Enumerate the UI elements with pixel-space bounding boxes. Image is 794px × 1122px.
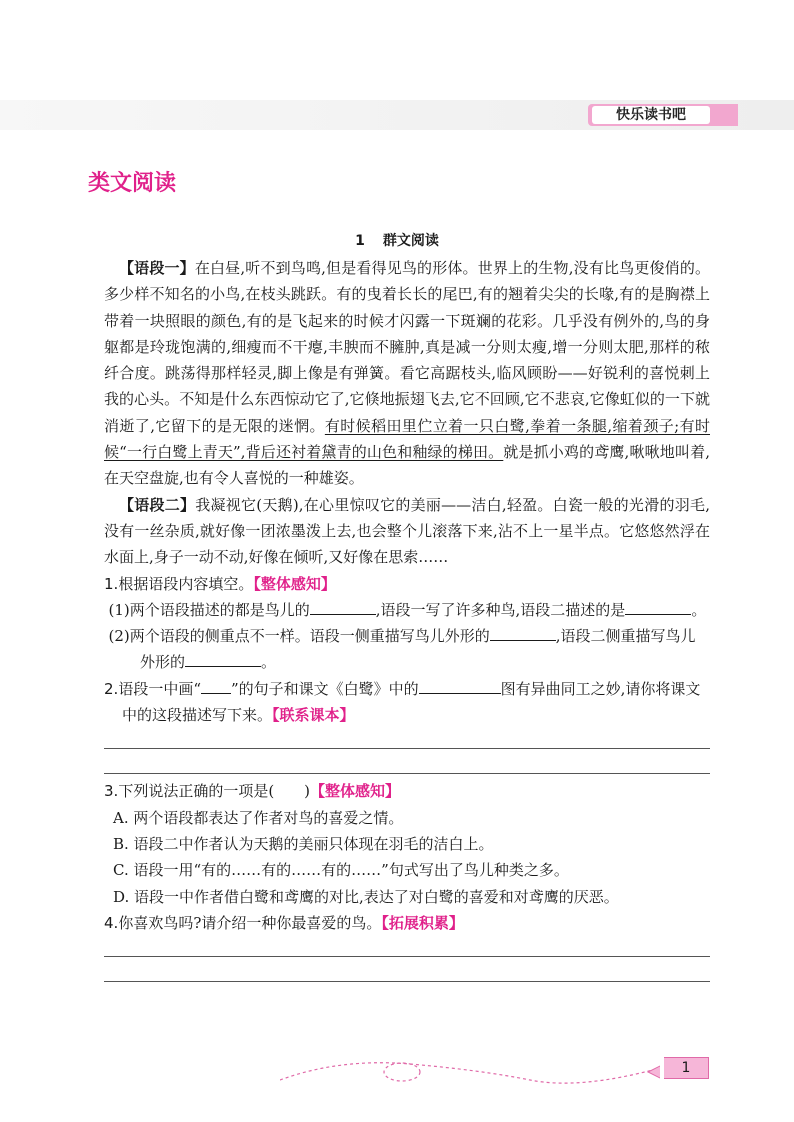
answer-line[interactable] — [104, 773, 710, 774]
paragraph-1-text-b: 就是抓小鸡的鸢鹰,啾啾地叫着,在天空盘旋,也有令人喜悦的一种雄姿。 — [104, 443, 711, 488]
answer-blank[interactable] — [185, 650, 261, 667]
question-1-text: 根据语段内容填空。 — [118, 574, 254, 593]
answer-blank[interactable] — [625, 598, 691, 615]
sub-1-label: (1) — [108, 600, 130, 619]
question-2-number: 2. — [104, 679, 119, 698]
answer-line[interactable] — [104, 956, 710, 957]
paragraph-1 — [104, 255, 710, 492]
page-number: 1 — [664, 1057, 709, 1079]
question-2-tag: 【联系课本】 — [272, 706, 355, 725]
paragraph-1-underlined: 有时候稻田里伫立着一只白鹭,拳着一条腿,缩着颈子;有时候“一行白鹭上青天”,背后还衬着黛青的山色和釉绿的梯田。 — [104, 416, 710, 462]
question-4-tag: 【拓展积累】 — [381, 913, 464, 932]
answer-blank[interactable] — [419, 677, 501, 694]
footer-decoration — [280, 1050, 660, 1090]
question-1-sub-2 — [104, 623, 710, 676]
paragraph-1-label: 【语段一】 — [119, 259, 195, 277]
question-4 — [104, 910, 710, 936]
question-1-number: 1. — [104, 574, 119, 593]
sub-1-text-b: ,语段一写了许多种鸟,语段二描述的是 — [375, 600, 626, 619]
option-c[interactable]: C. 语段一用“有的……有的……有的……”句式写出了鸟儿种类之多。 — [113, 861, 569, 880]
question-3-number: 3. — [104, 782, 119, 801]
question-3-tag: 【整体感知】 — [310, 782, 401, 801]
question-1-sub-1 — [104, 597, 710, 623]
sub-1-text-c: 。 — [691, 600, 707, 619]
paragraph-1-text-a: 在白昼,听不到鸟鸣,但是看得见鸟的形体。世界上的生物,没有比鸟更俊俏的。多少样不知名的小鸟,在枝头跳跃。有的曳着长长的尾巴,有的翘着尖尖的长喙,有的是胸襟上带着一块照眼的颜色,有的是飞起来的时候才闪露一下斑斓的花彩。几乎没有例外的,鸟的身躯都是玲珑饱满的,细瘦而不干瘪,丰腴而不臃肿,真是减一分则太瘦,增一分则太肥,那样的秾纤合度。跳荡得那样轻灵,脚上像是有弹簧。看它高踞枝头,临风顾盼——好锐利的喜悦刺上我的心头。不知是什么东西惊动它了,它倏地振翅飞去,它不回顾,它不悲哀,它像虹似的一下就消逝了,它留下的是无限的迷惘。 — [104, 259, 710, 435]
sub-2-text-b: ,语段二侧重描写鸟儿外形的 — [140, 627, 696, 672]
answer-line[interactable] — [104, 748, 710, 749]
header-tab-label: 快乐读书吧 — [592, 106, 710, 124]
sub-2-label: (2) — [108, 627, 130, 646]
answer-line[interactable] — [104, 981, 710, 982]
question-3-text: 下列说法正确的一项是( ) — [118, 782, 311, 801]
content — [104, 255, 710, 982]
option-b[interactable]: B. 语段二中作者认为天鹅的美丽只体现在羽毛的洁白上。 — [113, 834, 494, 853]
option-a[interactable]: A. 两个语段都表达了作者对鸟的喜爱之情。 — [113, 808, 404, 827]
sub-2-text-c: 。 — [261, 653, 277, 672]
question-3 — [104, 778, 710, 804]
question-1 — [104, 571, 710, 597]
option-d[interactable]: D. 语段一中作者借白鹭和鸢鹰的对比,表达了对白鹭的喜爱和对鸢鹰的厌恶。 — [113, 887, 619, 906]
section-title: 类文阅读 — [88, 171, 177, 196]
sub-2-text-a: 两个语段的侧重点不一样。语段一侧重描写鸟儿外形的 — [129, 627, 490, 646]
passage-title: 群文阅读 — [382, 233, 439, 249]
sub-1-text-a: 两个语段描述的都是鸟儿的 — [129, 600, 310, 619]
header-tab — [588, 104, 738, 126]
question-2-text-a: 语段一中画“ — [118, 679, 201, 698]
underline-marker — [201, 677, 231, 694]
paragraph-2-text: 我凝视它(天鹅),在心里惊叹它的美丽——洁白,轻盈。白瓷一般的光滑的羽毛,没有一丝杂质,就好像一团浓墨泼上去,也会整个儿滚落下来,沾不上一星半点。它悠悠然浮在水面上,身子一动不动,好像在倾听,又好像在思索…… — [104, 495, 710, 567]
question-4-number: 4. — [104, 913, 119, 932]
question-1-tag: 【整体感知】 — [253, 574, 336, 593]
paragraph-2-label: 【语段二】 — [119, 495, 196, 514]
question-2-text-b: ”的句子和课文《白鹭》中的 — [230, 679, 419, 698]
passage-number: 1 — [355, 233, 365, 249]
answer-blank[interactable] — [310, 598, 376, 615]
question-2 — [104, 676, 710, 729]
question-2-text-c: 图有异曲同工之妙,请你将课文中的这段描述写下来。 — [122, 679, 701, 725]
question-4-text: 你喜欢鸟吗?请介绍一种你最喜爱的鸟。 — [118, 913, 382, 932]
answer-blank[interactable] — [490, 624, 556, 641]
paragraph-2 — [104, 492, 710, 571]
passage-heading — [0, 230, 794, 250]
